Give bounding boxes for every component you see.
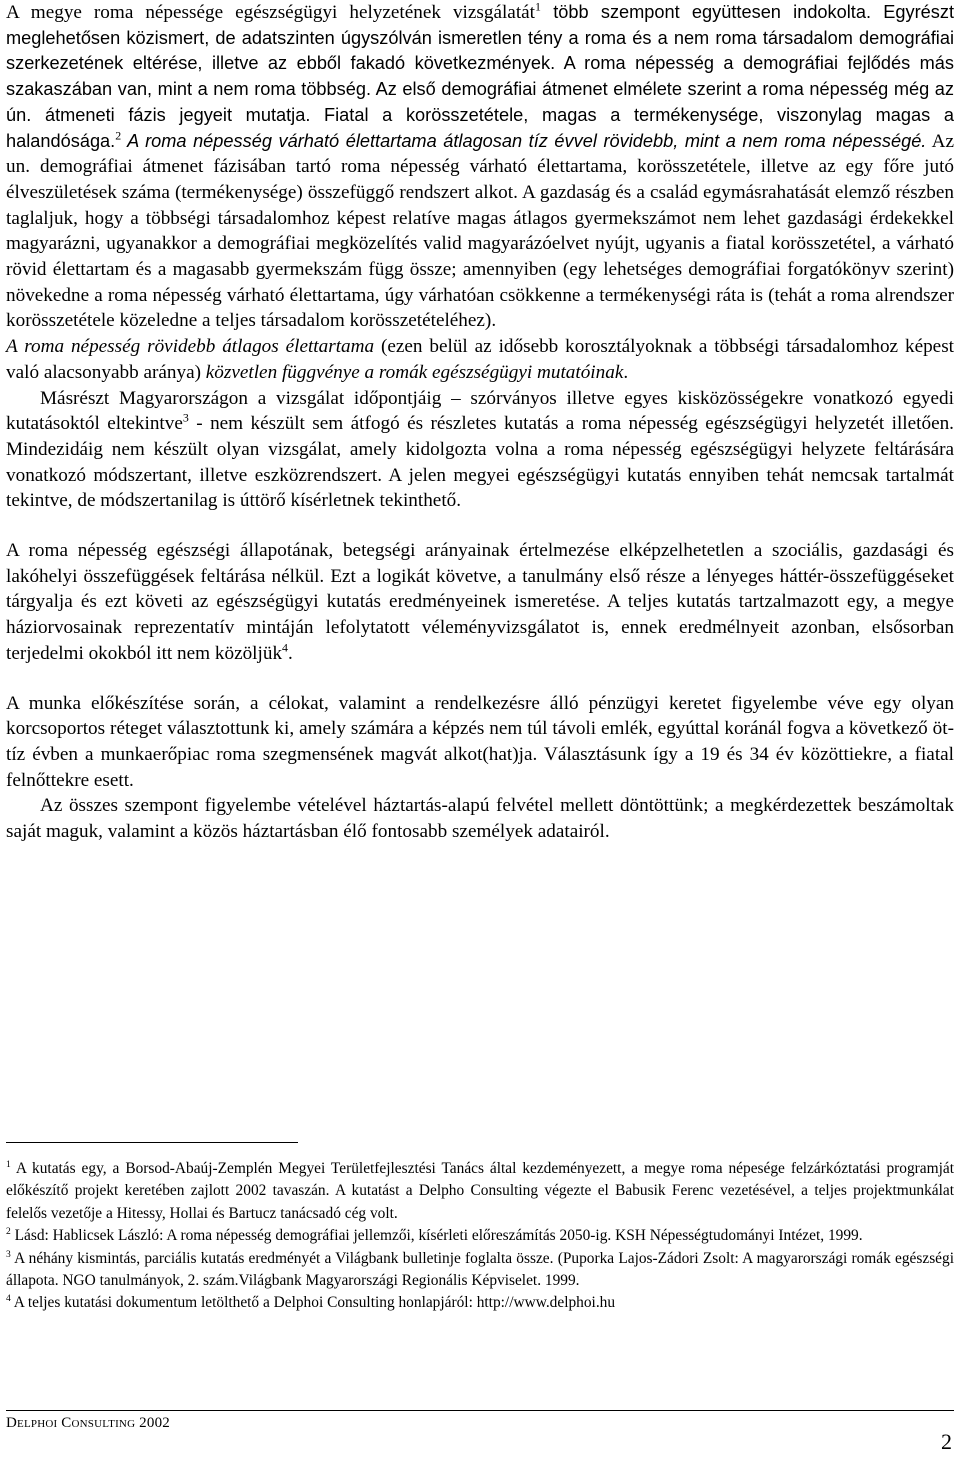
footer-year: 2002 (135, 1415, 170, 1431)
text-run: Másrészt Magyarországon a vizsgálat időpontjáig – szórványos illetve egyes kisközösségekre vonatkozó egyedi kutatásoktól eltekintve (6, 387, 954, 435)
footer-company (6, 1415, 170, 1432)
footnotes (6, 1158, 954, 1315)
footnote-text: Lásd: Hablicsek László: A roma népesség demográfiai jellemzői, kísérleti előreszámítás 2050-ig. KSH Népességtudományi Intézet, 1999. (10, 1227, 863, 1245)
footnote-3 (6, 1248, 954, 1293)
text-run: . (288, 642, 293, 664)
paragraph-3 (6, 386, 954, 515)
page-number: 2 (941, 1429, 952, 1454)
text-run: - nem készült sem átfogó és részletes kutatás a roma népesség egészségügyi helyzetét illetően. Mindezidáig nem készült olyan vizsgálat, amely kidolgozta volna a roma népesség egészségügyi helyzete feltárására vonatkozó módszertant, illetve eszközrendszert. A jelen megyei egészségügyi kutatás ennyiben tehát nemcsak tartalmát tekintve, de módszertanilag is úttörő kísérletnek tekinthető. (6, 413, 954, 512)
footnote-1 (6, 1158, 954, 1225)
italic-text: közvetlen függvénye a romák egészségügyi mutatóinak (205, 361, 624, 383)
footnote-number: 1 (6, 1158, 11, 1170)
italic-statement: A roma népesség várható élettartama átlagosan tíz évvel rövidebb, mint a nem roma népességé. (121, 130, 927, 151)
footnote-number: 4 (6, 1293, 11, 1305)
footnote-ref-4[interactable]: 4 (282, 640, 288, 655)
footnote-4 (6, 1292, 954, 1314)
paragraph-6: Az összes szempont figyelembe vételével háztartás-alapú felvétel mellett döntöttünk; a megkérdezettek beszámoltak saját maguk, valamint a közös háztartásban élő fontosabb személyek adatairól. (6, 795, 954, 843)
footnote-divider (6, 1142, 298, 1143)
text-run: . (623, 361, 629, 383)
text-run: (ezen belül az idősebb korosztályoknak a többségi társadalomhoz képest való alacsonyabb aránya) (6, 336, 954, 383)
footnote-ref-1[interactable]: 1 (535, 0, 541, 14)
footnote-text: A néhány kismintás, parciális kutatás eredményét a Világbank bulletinje foglalta össze. (Puporka Lajos-Zádori Zsolt: A magyarországi romák egészségi állapota. NGO tanulmányok, 2. szám.Világbank Magyarországi Regionális Képviselet. 1999. (6, 1249, 954, 1290)
footer-divider (6, 1410, 954, 1411)
paragraph-1 (6, 0, 954, 334)
footnote-number: 2 (6, 1226, 11, 1238)
italic-text: A roma népesség rövidebb átlagos élettartama (6, 336, 375, 358)
company-name: Delphoi Consulting (6, 1415, 136, 1431)
footnote-ref-3[interactable]: 3 (182, 410, 189, 425)
body-text (6, 0, 954, 845)
footnote-ref-2[interactable]: 2 (115, 128, 122, 143)
text-run: A megye roma népessége egészségügyi helyzetének vizsgálatát (6, 2, 536, 23)
footnote-text: A teljes kutatási dokumentum letölthető a Delphoi Consulting honlapjáról: http://www.delphoi.hu (10, 1294, 616, 1312)
paragraph-4 (6, 538, 954, 667)
footnote-text: A kutatás egy, a Borsod-Abaúj-Zemplén Megyei Területfejlesztési Tanács által kezdeményezett, a megye roma népesége felzárkóztatási programját előkészítő projekt keretében zajlott 2002 tavaszán. A kutatást a Delpho Consulting végezte el Babusik Ferenc vezetésével, a teljes projektmunkálat felelős vezetője a Hitessy, Hollai és Bartucz tanácsadó cég volt. (6, 1160, 954, 1222)
text-run: több szempont együttesen indokolta. Egyrészt meglehetősen közismert, de adatszinten úgyszólván ismeretlen tény a roma és a nem roma társadalom demográfiai szerkezetének eltérése, illetve az ebből fakadó következmények. A roma népesség a demográfiai fejlődés más szakaszában van, mint a nem roma többség. Az első demográfiai átmenet elmélete szerint a roma népesség még az ún. átmeneti fázis jegyeit mutatja. Fiatal a korösszetétele, magas a termékenysége, viszonylag magas a halandósága. (6, 2, 955, 151)
paragraph-5: A munka előkészítése során, a célokat, valamint a rendelkezésre álló pénzügyi keretet figyelembe véve egy olyan korcsoportos réteget választottunk ki, amely számára a képzés nem túl távoli emlék, egyúttal koránál fogva a következő öt-tíz évben a munkaerőpiac roma szegmensének magvát alkot(hat)ja. Választásunk így a 19 és 34 év közöttiekre, a fiatal felnőttekre esett. (6, 692, 954, 791)
text-run: Az un. demográfiai átmenet fázisában tartó roma népesség várható élettartama, korösszetétele, illetve az egy főre jutó élveszületések száma (termékenysége) összefüggő rendszert alkot. A gazdaság és a család egymásrahatását elemző részben taglaljuk, hogy a többségi társadalomhoz képest relatíve magas átlagos gyermekszámot nem lehet gazdasági érdekekkel magyarázni, ugyanakkor a demográfiai megközelítés valid magyarázóelvet nyújt, ugyanis a fiatal korösszetétel, a várható rövid élettartam és a magasabb gyermekszám függ össze; amennyiben (egy lehetséges demográfiai forgatókönyv szerint) növekedne a roma népesség várható élettartama, úgy várhatóan csökkenne a termékenységi ráta is (tehát a roma alrendszer korösszetétele közeledne a teljes társadalom korösszetételéhez). (6, 130, 954, 332)
text-run: A roma népesség egészségi állapotának, betegségi arányainak értelmezése elképzelhetetlen a szociális, gazdasági és lakóhelyi összefüggések feltárása nélkül. Ezt a logikát követve, a tanulmány első része a lényeges háttér-összefüggéseket tárgyalja és ezt követi az egészségügyi kutatás eredményeinek ismeretése. A teljes kutatás tartzalmazott egy, a megye háziorvosainak reprezentatív mintáján lefolytatott véleményvizsgálatot is, ennek eredmélnyeit azonban, elsősorban terjedelmi okokból itt nem közöljük (6, 540, 954, 664)
paragraph-2 (6, 334, 954, 385)
footnote-2 (6, 1225, 954, 1247)
footnote-number: 3 (6, 1248, 11, 1260)
